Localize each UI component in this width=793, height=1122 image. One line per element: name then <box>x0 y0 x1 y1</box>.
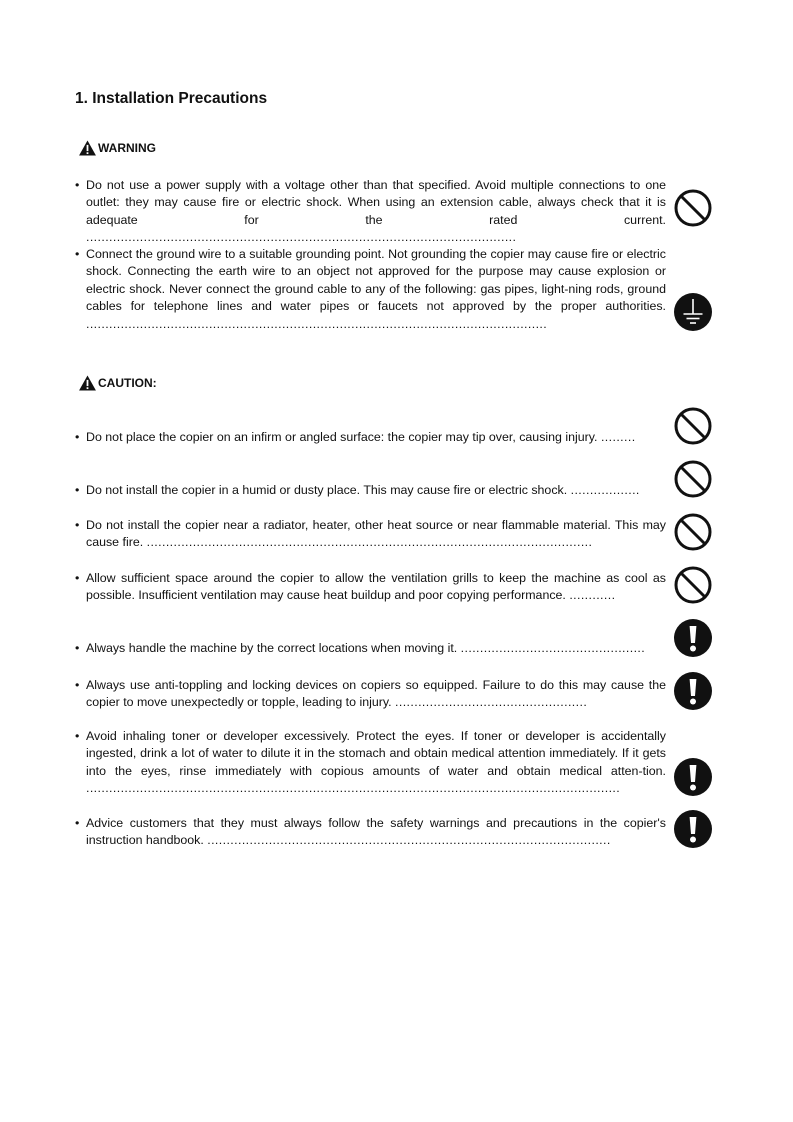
exclamation-icon <box>673 757 713 797</box>
warning-item-1 <box>75 177 666 247</box>
exclamation-icon <box>673 809 713 849</box>
caution-label: CAUTION: <box>98 376 157 390</box>
caution-item-6 <box>75 677 666 712</box>
bullet: • <box>75 518 80 532</box>
bullet: • <box>75 247 80 261</box>
caution-item-1 <box>75 429 666 446</box>
caution-item-7 <box>75 728 666 798</box>
dot-leader: .................................................. <box>395 695 588 710</box>
dot-leader: ............ <box>569 588 616 603</box>
caution-item-4-text: Allow sufficient space around the copier to allow the ventilation grills to keep the machine as cool as possible. Insufficient ventilation may cause heat buildup and poor copying performance. <box>86 571 666 603</box>
caution-item-2-text: Do not install the copier in a humid or dusty place. This may cause fire or electric shock. <box>86 483 571 497</box>
dot-leader: .................. <box>570 483 640 497</box>
bullet: • <box>75 571 80 585</box>
warning-item-2 <box>75 246 666 333</box>
prohibition-icon <box>673 512 713 552</box>
prohibition-icon <box>673 406 713 446</box>
caution-item-6-text: Always use anti-toppling and locking devices on copiers so equipped. Failure to do this may cause the copier to move unexpectedly or topple, leading to injury. <box>86 678 666 710</box>
warning-item-2-text: Connect the ground wire to a suitable grounding point. Not grounding the copier may cause fire or electric shock. Connecting the earth wire to an object not approved for the purpose may cause explosion or electric shock. Never connect the ground cable to any of the following: gas pipes, light-ning rods, ground cables for telephone lines and water pipes or faucets not approved by the proper authorities. <box>86 247 666 314</box>
bullet: • <box>75 178 80 192</box>
bullet: • <box>75 729 80 743</box>
warning-heading <box>78 140 156 156</box>
caution-item-1-text: Do not place the copier on an infirm or angled surface: the copier may tip over, causing injury. <box>86 430 601 444</box>
warning-label: WARNING <box>98 141 156 155</box>
caution-item-5-text: Always handle the machine by the correct locations when moving it. <box>86 641 461 655</box>
warning-item-1-text: Do not use a power supply with a voltage other than that specified. Avoid multiple connections to one outlet: they may cause fire or electric shock. When using an extension cable, always check that it is adequate for the rated current. <box>86 178 666 227</box>
dot-leader: ........................................................................................................................ <box>86 316 548 331</box>
dot-leader: ......... <box>600 430 636 444</box>
ground-icon <box>673 292 713 332</box>
bullet: • <box>75 816 80 830</box>
page-title: 1. Installation Precautions <box>75 90 268 107</box>
warning-triangle-icon <box>78 140 97 156</box>
caution-item-8 <box>75 815 666 850</box>
caution-triangle-icon <box>78 375 97 391</box>
bullet: • <box>75 678 80 692</box>
caution-item-8-text: Advice customers that they must always follow the safety warnings and precautions in the copier's instruction handbook. <box>86 816 666 848</box>
dot-leader: .................................................................................................................... <box>146 535 593 550</box>
caution-item-7-text: Avoid inhaling toner or developer excessively. Protect the eyes. If toner or developer is accidentally ingested, drink a lot of water to dilute it in the stomach and obtain medical attention immediately. If it gets into the eyes, rinse immediately with copious amounts of water and obtain medical atten-tion. <box>86 729 666 778</box>
prohibition-icon <box>673 459 713 499</box>
caution-heading <box>78 375 157 391</box>
bullet: • <box>75 641 80 655</box>
bullet: • <box>75 430 80 444</box>
dot-leader: ................................................ <box>460 641 646 655</box>
dot-leader: ................................................................................................................ <box>86 230 517 245</box>
caution-item-4 <box>75 570 666 605</box>
exclamation-icon <box>673 618 713 658</box>
caution-item-3-text: Do not install the copier near a radiator, heater, other heat source or near flammable material. This may cause fire. <box>86 518 666 550</box>
caution-item-5 <box>75 640 666 657</box>
exclamation-icon <box>673 671 713 711</box>
caution-item-3 <box>75 517 666 552</box>
dot-leader: ........................................................................................................................................... <box>86 781 621 796</box>
prohibition-icon <box>673 188 713 228</box>
bullet: • <box>75 483 80 497</box>
dot-leader: ......................................................................................................... <box>207 833 611 848</box>
caution-item-2 <box>75 482 666 499</box>
prohibition-icon <box>673 565 713 605</box>
